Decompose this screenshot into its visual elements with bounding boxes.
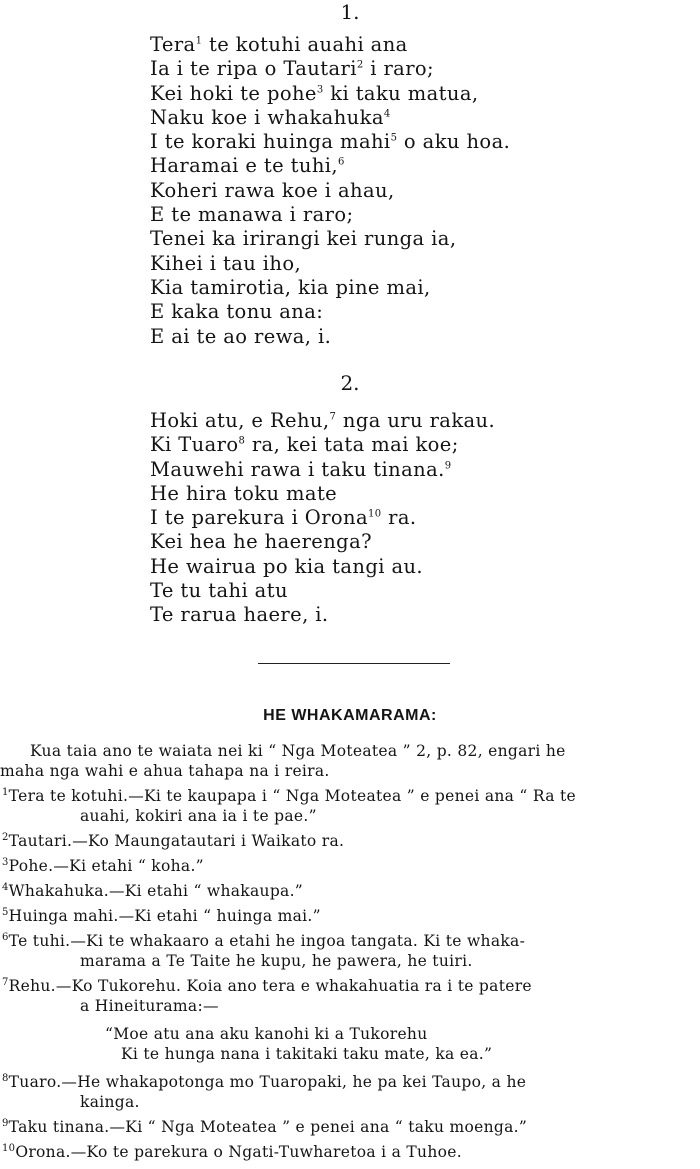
footnote-10 <box>0 1142 700 1162</box>
verse-text: Te tu tahi atu <box>150 579 288 603</box>
footnote-marker: 4 <box>383 108 391 120</box>
verse-1-line <box>150 82 510 106</box>
verse-text-continued: o aku hoa. <box>397 130 511 154</box>
verse-text: Mauwehi rawa i taku tinana. <box>150 457 445 481</box>
footnote-first-line: Orona.—Ko te parekura o Ngati-Tuwharetoa i a Tuhoe. <box>15 1143 462 1161</box>
verse-text: Naku koe i whakahuka <box>150 105 384 129</box>
footnote-marker: 2 <box>356 59 364 71</box>
intro-paragraph <box>0 741 700 781</box>
footnote-3 <box>0 856 700 876</box>
verse-text: Kia tamirotia, kia pine mai, <box>150 275 431 299</box>
verse-text: I te koraki huinga mahi <box>150 130 391 154</box>
footnote-text <box>0 1117 700 1137</box>
verse-1-line <box>150 106 510 130</box>
verse-text: E kaka tonu ana: <box>150 300 324 324</box>
footnote-first-line: Taku tinana.—Ki “ Nga Moteatea ” e penei ana “ taku moenga.” <box>8 1118 528 1136</box>
verse-text: E ai te ao rewa, i. <box>150 324 332 348</box>
verse-text-continued: i raro; <box>363 57 435 81</box>
footnote-marker: 3 <box>316 84 324 96</box>
verse-1-line <box>150 203 510 227</box>
footnote-text <box>0 831 700 851</box>
verse-2-line <box>150 409 495 433</box>
verse-text: Ki Tuaro <box>150 433 239 457</box>
footnote-marker: 8 <box>238 435 246 447</box>
footnote-continuation: marama a Te Taite he kupu, he pawera, he tuiri. <box>80 952 473 970</box>
footnote-first-line: Tuaro.—He whakapotonga mo Tuaropaki, he pa kei Taupo, a he <box>8 1073 527 1091</box>
verse-2-line <box>150 482 495 506</box>
notes-list-b <box>0 1072 700 1162</box>
verse-2-line <box>150 433 495 457</box>
verse-2-line <box>150 603 495 627</box>
footnote-continuation: a Hineiturama:— <box>80 997 219 1015</box>
verse-text: Ia i te ripa o Tautari <box>150 57 357 81</box>
verse-1-line <box>150 33 510 57</box>
footnote-number: 4 <box>2 881 9 893</box>
footnote-text <box>0 881 700 901</box>
verse-text: Haramai e te tuhi, <box>150 154 339 178</box>
footnote-text <box>0 976 700 996</box>
verse-text-continued: ra, kei tata mai koe; <box>245 433 459 457</box>
verse-2-line <box>150 555 495 579</box>
footnote-1 <box>0 786 700 826</box>
verse-text: I te parekura i Orona <box>150 506 369 530</box>
verse-2-line <box>150 579 495 603</box>
footnote-number: 3 <box>2 856 9 868</box>
footnote-first-line: Pohe.—Ki etahi “ koha.” <box>8 857 204 875</box>
footnote-marker: 9 <box>444 460 452 472</box>
footnote-text <box>0 906 700 926</box>
footnote-text <box>0 1072 700 1092</box>
verse-text: Kei hea he haerenga? <box>150 530 372 554</box>
notes-block <box>0 741 700 1167</box>
section-number-2: 2. <box>340 371 360 395</box>
footnote-number: 9 <box>2 1117 9 1129</box>
verse-2-line <box>150 530 495 554</box>
notes-list-a <box>0 786 700 1016</box>
footnote-6 <box>0 931 700 971</box>
footnote-continuation: kainga. <box>80 1093 140 1111</box>
verse-text: He hira toku mate <box>150 481 338 505</box>
verse-text: Tenei ka irirangi kei runga ia, <box>150 227 457 251</box>
verse-2-line <box>150 458 495 482</box>
footnote-2 <box>0 831 700 851</box>
verse-1-line <box>150 154 510 178</box>
verse-1-line <box>150 130 510 154</box>
footnote-4 <box>0 881 700 901</box>
footnote-continuation: auahi, kokiri ana ia i te pae.” <box>80 807 317 825</box>
verse-1-line <box>150 252 510 276</box>
verse-text: He wairua po kia tangi au. <box>150 554 424 578</box>
quote-line-1: “Moe atu ana aku kanohi ki a Tukorehu <box>105 1025 428 1043</box>
verse-1-line <box>150 325 510 349</box>
section-divider <box>258 663 450 664</box>
footnote-marker: 5 <box>390 132 398 144</box>
footnote-marker: 10 <box>368 508 382 520</box>
verse-text-continued: nga uru rakau. <box>336 409 496 432</box>
verse-1-line <box>150 300 510 324</box>
verse-text-continued: ra. <box>381 506 417 530</box>
footnote-8 <box>0 1072 700 1112</box>
footnote-first-line: Tera te kotuhi.—Ki te kaupapa i “ Nga Moteatea ” e penei ana “ Ra te <box>8 787 576 805</box>
verse-1-line <box>150 57 510 81</box>
footnote-first-line: Huinga mahi.—Ki etahi “ huinga mai.” <box>8 907 321 925</box>
footnote-first-line: Tautari.—Ko Maungatautari i Waikato ra. <box>8 832 345 850</box>
verse-1-line <box>150 276 510 300</box>
verse-text-continued: te kotuhi auahi ana <box>202 33 408 56</box>
quote-line-2: Ki te hunga nana i takitaki taku mate, ka ea.” <box>121 1045 493 1063</box>
verse-text: Koheri rawa koe i ahau, <box>150 178 395 202</box>
footnote-5 <box>0 906 700 926</box>
footnote-first-line: Rehu.—Ko Tukorehu. Koia ano tera e whakahuatia ra i te patere <box>8 977 532 995</box>
verse-section-1 <box>150 33 510 349</box>
footnote-marker: 7 <box>329 411 337 423</box>
section-number-1: 1. <box>340 0 360 24</box>
footnote-number: 5 <box>2 906 9 918</box>
footnote-first-line: Te tuhi.—Ki te whakaaro a etahi he ingoa tangata. Ki te whaka- <box>8 932 526 950</box>
verse-text: Hoki atu, e Rehu, <box>150 409 330 432</box>
verse-text: Kei hoki te pohe <box>150 81 317 105</box>
verse-1-line <box>150 179 510 203</box>
intro-line-2: maha nga wahi e ahua tahapa na i reira. <box>0 762 330 780</box>
footnote-marker: 6 <box>338 156 345 168</box>
footnote-first-line: Whakahuka.—Ki etahi “ whakaupa.” <box>8 882 304 900</box>
footnote-number: 2 <box>2 831 9 843</box>
footnote-7 <box>0 976 700 1016</box>
verse-1-line <box>150 227 510 251</box>
footnote-number: 1 <box>2 786 9 798</box>
verse-text: Kihei i tau iho, <box>150 251 302 275</box>
verse-text: Tera <box>150 33 196 56</box>
footnote-marker: 1 <box>195 35 203 47</box>
footnote-number: 6 <box>2 931 9 943</box>
intro-line-1: Kua taia ano te waiata nei ki “ Nga Moteatea ” 2, p. 82, engari he <box>30 742 566 760</box>
quote-block <box>0 1024 700 1064</box>
footnote-text <box>0 931 700 951</box>
verse-text: E te manawa i raro; <box>150 203 354 227</box>
notes-heading: HE WHAKAMARAMA: <box>263 707 437 724</box>
footnote-number: 7 <box>2 976 9 988</box>
footnote-text <box>0 1142 700 1162</box>
verse-text: Te rarua haere, i. <box>150 603 329 627</box>
footnote-number: 10 <box>2 1142 16 1154</box>
verse-text-continued: ki taku matua, <box>323 81 479 105</box>
verse-section-2 <box>150 409 495 628</box>
footnote-9 <box>0 1117 700 1137</box>
footnote-text <box>0 786 700 806</box>
footnote-text <box>0 856 700 876</box>
footnote-number: 8 <box>2 1072 9 1084</box>
verse-2-line <box>150 506 495 530</box>
